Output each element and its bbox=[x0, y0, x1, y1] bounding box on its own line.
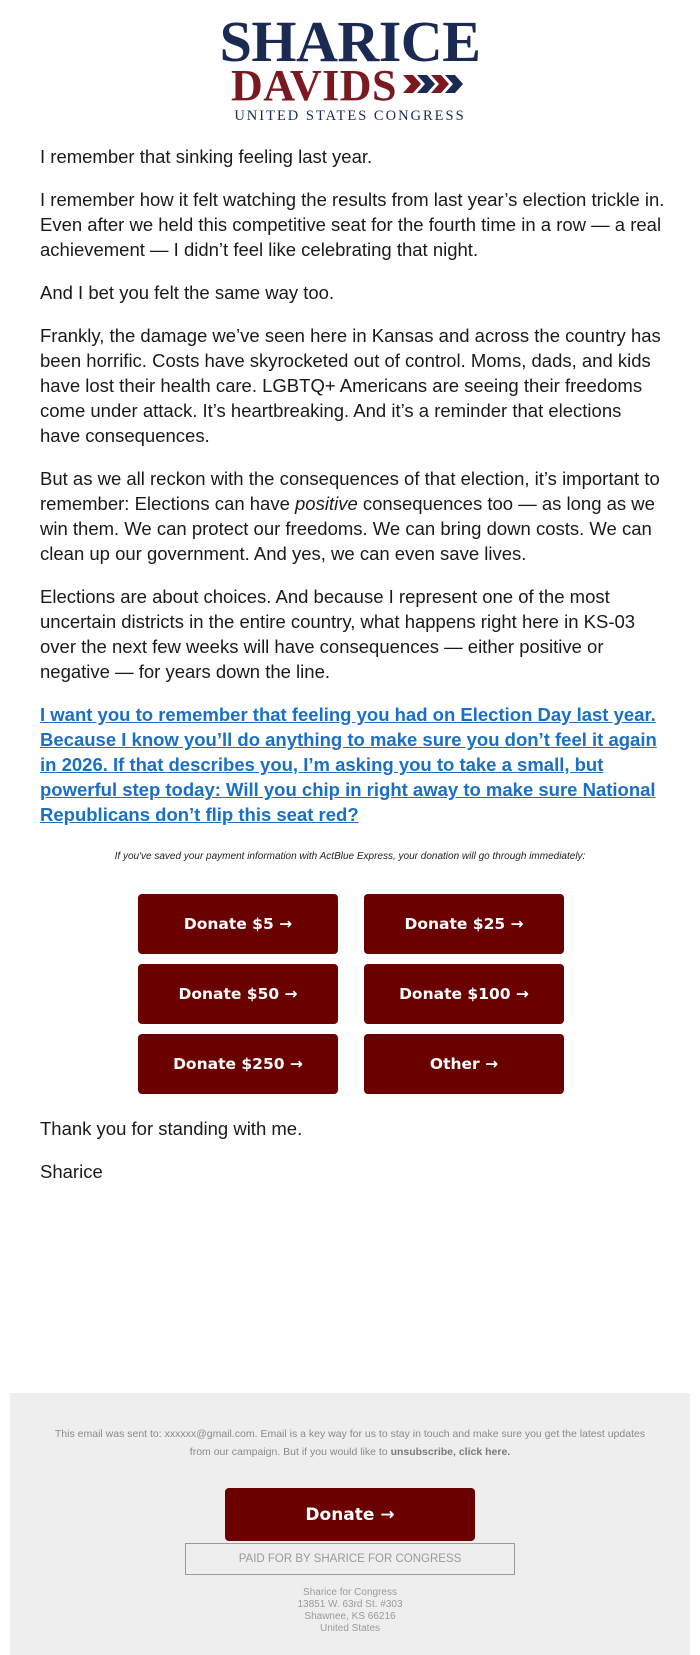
donate-cta-link[interactable]: I want you to remember that feeling you had on Election Day last year. Because I know you’ll do anything to make sure you don’t feel it again in 2026. If that describes you, I’m asking you to take a small, but powerful step today: Will you chip in right away to make sure National Republicans don’t flip this seat red? bbox=[40, 704, 657, 825]
paragraph: And I bet you felt the same way too. bbox=[40, 282, 335, 303]
email-footer bbox=[10, 1393, 690, 1655]
emphasis-text: positive bbox=[295, 493, 358, 514]
donate-other-button[interactable]: Other → bbox=[364, 1034, 564, 1094]
footer-notice bbox=[50, 1425, 650, 1461]
unsubscribe-link[interactable]: unsubscribe, click here. bbox=[390, 1446, 511, 1458]
email-closing bbox=[40, 1116, 665, 1202]
donate-25-button[interactable]: Donate $25 → bbox=[364, 894, 564, 954]
chevron-arrow-icon bbox=[403, 73, 469, 100]
thank-you-line: Thank you for standing with me. bbox=[40, 1118, 303, 1139]
logo-last-name: DAVIDS bbox=[230, 61, 398, 110]
footer-text: This email was sent to: bbox=[54, 1428, 165, 1440]
campaign-logo bbox=[0, 9, 700, 125]
paragraph: I remember that sinking feeling last year. bbox=[40, 146, 373, 167]
paragraph-text: But as we all reckon with the consequences of that election, it’s important to remember: Elections can have bbox=[40, 468, 660, 514]
footer-text: . Email is a key way for us to stay in touch and make sure you get the latest updates from our campaign. But if you would like to bbox=[189, 1428, 646, 1458]
address-country: United States bbox=[319, 1623, 381, 1634]
address-street: 13851 W. 63rd St. #303 bbox=[297, 1599, 403, 1610]
paragraph bbox=[40, 466, 665, 566]
mailing-address bbox=[10, 1587, 690, 1635]
signature: Sharice bbox=[40, 1161, 103, 1182]
email-body bbox=[40, 144, 665, 853]
logo-subtitle: UNITED STATES CONGRESS bbox=[234, 108, 466, 124]
donate-5-button[interactable]: Donate $5 → bbox=[138, 894, 338, 954]
logo-first-name: SHARICE bbox=[219, 9, 481, 74]
actblue-express-note: If you've saved your payment information with ActBlue Express, your donation will go through immediately: bbox=[114, 851, 586, 862]
donate-100-button[interactable]: Donate $100 → bbox=[364, 964, 564, 1024]
donate-250-button[interactable]: Donate $250 → bbox=[138, 1034, 338, 1094]
paragraph-text: consequences too — as long as we win them. We can protect our freedoms. We can bring down costs. We can clean up our government. And yes, we can even save lives. bbox=[40, 493, 655, 564]
donate-button-grid bbox=[138, 894, 564, 1094]
paid-for-disclaimer: PAID FOR BY SHARICE FOR CONGRESS bbox=[185, 1543, 515, 1575]
footer-donate-button[interactable]: Donate → bbox=[225, 1488, 475, 1541]
donate-50-button[interactable]: Donate $50 → bbox=[138, 964, 338, 1024]
address-org: Sharice for Congress bbox=[303, 1587, 397, 1598]
recipient-email: xxxxxx@gmail.com bbox=[164, 1428, 255, 1440]
cta-link-paragraph bbox=[40, 702, 665, 827]
paragraph: Frankly, the damage we’ve seen here in Kansas and across the country has been horrific. Costs have skyrocketed out of control. Moms, dads, and kids have lost their health care. LGBTQ+ Americans are seeing their freedoms come under attack. It’s heartbreaking. And it’s a reminder that elections have consequences. bbox=[40, 325, 661, 446]
paragraph: Elections are about choices. And because I represent one of the most uncertain districts in the entire country, what happens right here in KS-03 over the next few weeks will have consequences — either positive or negative — for years down the line. bbox=[40, 586, 636, 682]
logo-second-line bbox=[230, 61, 469, 110]
paragraph: I remember how it felt watching the results from last year’s election trickle in. Even after we held this competitive seat for the fourth time in a row — a real achievement — I didn’t feel like celebrating that night. bbox=[40, 189, 665, 260]
address-city: Shawnee, KS 66216 bbox=[304, 1611, 396, 1622]
